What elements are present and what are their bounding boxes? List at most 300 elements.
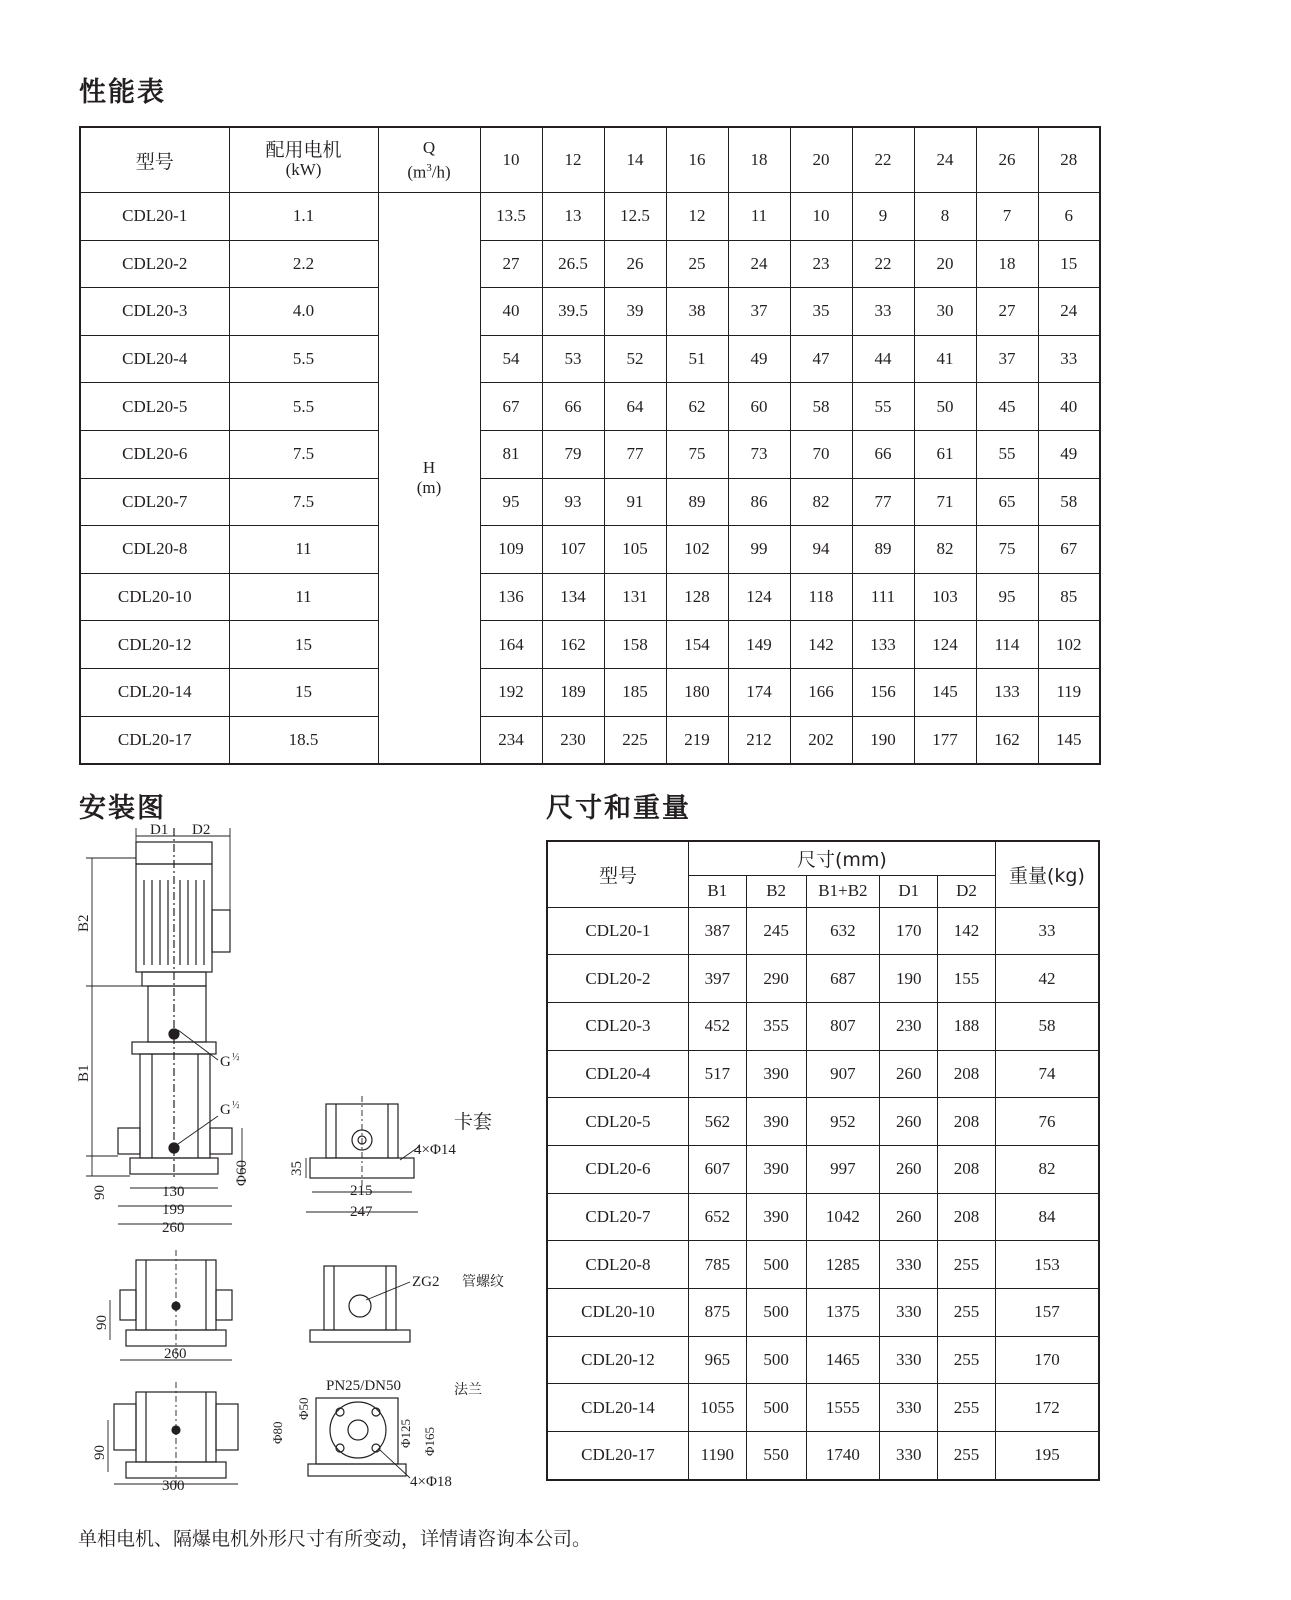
head-value-cell: 75 bbox=[976, 526, 1038, 574]
head-value-cell: 91 bbox=[604, 478, 666, 526]
dims-header-model: 型号 bbox=[547, 841, 688, 907]
head-value-cell: 33 bbox=[852, 288, 914, 336]
dimensions-table bbox=[546, 840, 1100, 1481]
head-value-cell: 234 bbox=[480, 716, 542, 764]
dims-title: 尺寸和重量 bbox=[546, 793, 691, 824]
svg-text:½: ½ bbox=[232, 1100, 240, 1111]
head-value-cell: 133 bbox=[852, 621, 914, 669]
head-value-cell: 12 bbox=[666, 193, 728, 241]
table-row bbox=[80, 668, 1100, 716]
model-cell: CDL20-8 bbox=[80, 526, 229, 574]
svg-text:90: 90 bbox=[94, 1315, 110, 1330]
label-w199: 199 bbox=[162, 1202, 185, 1218]
dimension-cell: 1465 bbox=[806, 1336, 880, 1384]
dimension-cell: 255 bbox=[938, 1289, 996, 1337]
dimension-cell: 390 bbox=[746, 1193, 806, 1241]
dims-header-weight: 重量(kg) bbox=[995, 841, 1099, 907]
head-value-cell: 185 bbox=[604, 668, 666, 716]
head-value-cell: 26 bbox=[604, 240, 666, 288]
dimension-cell: 208 bbox=[938, 1145, 996, 1193]
head-value-cell: 18 bbox=[976, 240, 1038, 288]
head-value-cell: 24 bbox=[1038, 288, 1100, 336]
motor-kw-cell: 18.5 bbox=[229, 716, 378, 764]
dimension-cell: 255 bbox=[938, 1241, 996, 1289]
model-cell: CDL20-12 bbox=[547, 1336, 688, 1384]
head-value-cell: 119 bbox=[1038, 668, 1100, 716]
dimension-cell: 188 bbox=[938, 1002, 996, 1050]
head-value-cell: 49 bbox=[728, 335, 790, 383]
svg-text:4×Φ18: 4×Φ18 bbox=[410, 1474, 452, 1490]
pump-front-view bbox=[118, 828, 232, 1180]
head-value-cell: 225 bbox=[604, 716, 666, 764]
head-value-cell: 70 bbox=[790, 430, 852, 478]
dims-header-col: B1+B2 bbox=[806, 875, 880, 907]
table-row bbox=[547, 1193, 1099, 1241]
table-row bbox=[80, 193, 1100, 241]
dimension-cell: 785 bbox=[688, 1241, 746, 1289]
svg-text:Φ50: Φ50 bbox=[296, 1397, 311, 1420]
dimension-cell: 208 bbox=[938, 1098, 996, 1146]
head-value-cell: 162 bbox=[976, 716, 1038, 764]
table-row bbox=[547, 1002, 1099, 1050]
head-value-cell: 189 bbox=[542, 668, 604, 716]
pipe-thread-front-view bbox=[110, 1250, 232, 1360]
svg-text:260: 260 bbox=[164, 1346, 187, 1362]
head-value-cell: 85 bbox=[1038, 573, 1100, 621]
table-row bbox=[80, 621, 1100, 669]
head-value-cell: 62 bbox=[666, 383, 728, 431]
weight-cell: 84 bbox=[995, 1193, 1099, 1241]
table-row bbox=[80, 716, 1100, 764]
model-cell: CDL20-7 bbox=[547, 1193, 688, 1241]
weight-cell: 33 bbox=[995, 907, 1099, 955]
dims-header-col: D1 bbox=[880, 875, 938, 907]
dimension-cell: 330 bbox=[880, 1336, 938, 1384]
dimension-cell: 550 bbox=[746, 1432, 806, 1480]
dimension-cell: 452 bbox=[688, 1002, 746, 1050]
dims-header-col: D2 bbox=[938, 875, 996, 907]
perf-header-flow: 22 bbox=[852, 127, 914, 193]
head-value-cell: 177 bbox=[914, 716, 976, 764]
svg-text:½: ½ bbox=[232, 1052, 240, 1063]
head-value-cell: 41 bbox=[914, 335, 976, 383]
head-value-cell: 154 bbox=[666, 621, 728, 669]
dimension-cell: 330 bbox=[880, 1432, 938, 1480]
head-value-cell: 219 bbox=[666, 716, 728, 764]
model-cell: CDL20-17 bbox=[547, 1432, 688, 1480]
table-row bbox=[547, 907, 1099, 955]
head-value-cell: 133 bbox=[976, 668, 1038, 716]
head-value-cell: 30 bbox=[914, 288, 976, 336]
head-value-cell: 134 bbox=[542, 573, 604, 621]
head-value-cell: 13.5 bbox=[480, 193, 542, 241]
dimension-cell: 500 bbox=[746, 1336, 806, 1384]
dimension-cell: 255 bbox=[938, 1432, 996, 1480]
head-value-cell: 103 bbox=[914, 573, 976, 621]
table-row bbox=[80, 478, 1100, 526]
model-cell: CDL20-12 bbox=[80, 621, 229, 669]
model-cell: CDL20-2 bbox=[547, 955, 688, 1003]
model-cell: CDL20-4 bbox=[547, 1050, 688, 1098]
head-value-cell: 11 bbox=[728, 193, 790, 241]
table-row bbox=[80, 240, 1100, 288]
weight-cell: 76 bbox=[995, 1098, 1099, 1146]
model-cell: CDL20-10 bbox=[80, 573, 229, 621]
model-cell: CDL20-7 bbox=[80, 478, 229, 526]
dimension-cell: 1190 bbox=[688, 1432, 746, 1480]
svg-text:Φ80: Φ80 bbox=[270, 1421, 285, 1444]
motor-kw-cell: 4.0 bbox=[229, 288, 378, 336]
head-value-cell: 20 bbox=[914, 240, 976, 288]
head-value-cell: 107 bbox=[542, 526, 604, 574]
head-value-cell: 67 bbox=[480, 383, 542, 431]
weight-cell: 82 bbox=[995, 1145, 1099, 1193]
dimension-lines bbox=[86, 828, 242, 1224]
svg-text:Φ165: Φ165 bbox=[422, 1426, 437, 1456]
perf-header-flow: 20 bbox=[790, 127, 852, 193]
model-cell: CDL20-1 bbox=[547, 907, 688, 955]
performance-table bbox=[79, 126, 1101, 765]
head-value-cell: 64 bbox=[604, 383, 666, 431]
model-cell: CDL20-10 bbox=[547, 1289, 688, 1337]
dimension-cell: 952 bbox=[806, 1098, 880, 1146]
dimension-cell: 562 bbox=[688, 1098, 746, 1146]
table-row bbox=[80, 383, 1100, 431]
head-value-cell: 124 bbox=[914, 621, 976, 669]
svg-text:管螺纹: 管螺纹 bbox=[462, 1275, 504, 1290]
head-value-cell: 6 bbox=[1038, 193, 1100, 241]
head-value-cell: 99 bbox=[728, 526, 790, 574]
dimension-cell: 607 bbox=[688, 1145, 746, 1193]
label-b2: B2 bbox=[76, 914, 92, 932]
table-row bbox=[80, 526, 1100, 574]
head-value-cell: 55 bbox=[852, 383, 914, 431]
head-value-cell: 149 bbox=[728, 621, 790, 669]
head-value-cell: 15 bbox=[1038, 240, 1100, 288]
head-value-cell: 145 bbox=[914, 668, 976, 716]
head-value-cell: 53 bbox=[542, 335, 604, 383]
head-value-cell: 71 bbox=[914, 478, 976, 526]
perf-header-q: Q $(m^3/h)$ bbox=[378, 127, 480, 193]
model-cell: CDL20-14 bbox=[80, 668, 229, 716]
head-value-cell: 190 bbox=[852, 716, 914, 764]
dimension-cell: 875 bbox=[688, 1289, 746, 1337]
head-value-cell: 39 bbox=[604, 288, 666, 336]
head-value-cell: 79 bbox=[542, 430, 604, 478]
head-value-cell: 192 bbox=[480, 668, 542, 716]
dims-header-row-1 bbox=[547, 841, 1099, 875]
perf-header-flow: 10 bbox=[480, 127, 542, 193]
head-value-cell: 40 bbox=[480, 288, 542, 336]
head-value-cell: 102 bbox=[666, 526, 728, 574]
head-value-cell: 158 bbox=[604, 621, 666, 669]
svg-text:90: 90 bbox=[92, 1445, 108, 1460]
head-value-cell: 202 bbox=[790, 716, 852, 764]
model-cell: CDL20-3 bbox=[547, 1002, 688, 1050]
dimension-cell: 517 bbox=[688, 1050, 746, 1098]
weight-cell: 153 bbox=[995, 1241, 1099, 1289]
dimension-cell: 1740 bbox=[806, 1432, 880, 1480]
perf-header-motor: 配用电机 (kW) bbox=[229, 127, 378, 193]
head-value-cell: 114 bbox=[976, 621, 1038, 669]
head-value-cell: 47 bbox=[790, 335, 852, 383]
head-value-cell: 58 bbox=[1038, 478, 1100, 526]
perf-header-flow: 24 bbox=[914, 127, 976, 193]
head-value-cell: 27 bbox=[480, 240, 542, 288]
head-value-cell: 174 bbox=[728, 668, 790, 716]
head-value-cell: 73 bbox=[728, 430, 790, 478]
dimension-cell: 245 bbox=[746, 907, 806, 955]
head-value-cell: 230 bbox=[542, 716, 604, 764]
svg-text:215: 215 bbox=[350, 1183, 373, 1199]
weight-cell: 74 bbox=[995, 1050, 1099, 1098]
head-value-cell: 94 bbox=[790, 526, 852, 574]
label-d1: D1 bbox=[150, 822, 169, 838]
head-value-cell: 136 bbox=[480, 573, 542, 621]
perf-header-flow: 26 bbox=[976, 127, 1038, 193]
perf-title: 性能表 bbox=[79, 77, 166, 108]
motor-kw-cell: 11 bbox=[229, 526, 378, 574]
head-value-cell: 95 bbox=[480, 478, 542, 526]
weight-cell: 157 bbox=[995, 1289, 1099, 1337]
label-g-bottom: G bbox=[220, 1102, 231, 1118]
head-value-cell: 61 bbox=[914, 430, 976, 478]
head-value-cell: 7 bbox=[976, 193, 1038, 241]
dimension-cell: 390 bbox=[746, 1098, 806, 1146]
head-value-cell: 164 bbox=[480, 621, 542, 669]
dimension-cell: 965 bbox=[688, 1336, 746, 1384]
head-value-cell: 67 bbox=[1038, 526, 1100, 574]
motor-kw-cell: 5.5 bbox=[229, 335, 378, 383]
head-value-cell: 33 bbox=[1038, 335, 1100, 383]
table-row bbox=[547, 1289, 1099, 1337]
dimension-cell: 500 bbox=[746, 1289, 806, 1337]
dimension-cell: 1555 bbox=[806, 1384, 880, 1432]
head-value-cell: 37 bbox=[728, 288, 790, 336]
label-b1: B1 bbox=[76, 1064, 92, 1082]
model-cell: CDL20-8 bbox=[547, 1241, 688, 1289]
head-value-cell: 111 bbox=[852, 573, 914, 621]
head-value-cell: 77 bbox=[604, 430, 666, 478]
perf-header-flow: 14 bbox=[604, 127, 666, 193]
label-d2: D2 bbox=[192, 822, 211, 838]
svg-text:卡套: 卡套 bbox=[454, 1111, 493, 1133]
head-value-cell: 60 bbox=[728, 383, 790, 431]
table-row bbox=[547, 1384, 1099, 1432]
dimension-cell: 397 bbox=[688, 955, 746, 1003]
dimension-cell: 255 bbox=[938, 1336, 996, 1384]
dimension-cell: 170 bbox=[880, 907, 938, 955]
head-value-cell: 81 bbox=[480, 430, 542, 478]
head-label-cell: H (m) bbox=[378, 193, 480, 765]
head-value-cell: 89 bbox=[666, 478, 728, 526]
head-value-cell: 102 bbox=[1038, 621, 1100, 669]
weight-cell: 170 bbox=[995, 1336, 1099, 1384]
head-value-cell: 49 bbox=[1038, 430, 1100, 478]
motor-kw-cell: 15 bbox=[229, 621, 378, 669]
label-phi60: Φ60 bbox=[234, 1160, 250, 1186]
perf-header-flow: 12 bbox=[542, 127, 604, 193]
dimension-cell: 290 bbox=[746, 955, 806, 1003]
table-row bbox=[547, 1241, 1099, 1289]
dimension-cell: 390 bbox=[746, 1145, 806, 1193]
pipe-thread-labels bbox=[94, 1273, 504, 1362]
motor-kw-cell: 1.1 bbox=[229, 193, 378, 241]
head-value-cell: 10 bbox=[790, 193, 852, 241]
head-value-cell: 89 bbox=[852, 526, 914, 574]
head-value-cell: 128 bbox=[666, 573, 728, 621]
flange-labels bbox=[92, 1378, 482, 1494]
head-value-cell: 55 bbox=[976, 430, 1038, 478]
head-value-cell: 40 bbox=[1038, 383, 1100, 431]
svg-text:法兰: 法兰 bbox=[454, 1383, 482, 1398]
dimension-cell: 390 bbox=[746, 1050, 806, 1098]
motor-kw-cell: 11 bbox=[229, 573, 378, 621]
model-cell: CDL20-14 bbox=[547, 1384, 688, 1432]
dimension-cell: 687 bbox=[806, 955, 880, 1003]
head-value-cell: 54 bbox=[480, 335, 542, 383]
perf-header-model: 型号 bbox=[80, 127, 229, 193]
head-value-cell: 24 bbox=[728, 240, 790, 288]
svg-text:247: 247 bbox=[350, 1204, 373, 1220]
flange-front-view bbox=[108, 1382, 238, 1488]
table-row bbox=[547, 1098, 1099, 1146]
head-value-cell: 39.5 bbox=[542, 288, 604, 336]
head-value-cell: 77 bbox=[852, 478, 914, 526]
head-value-cell: 22 bbox=[852, 240, 914, 288]
dims-header-size: 尺寸(mm) bbox=[688, 841, 995, 875]
weight-cell: 172 bbox=[995, 1384, 1099, 1432]
dimension-cell: 1042 bbox=[806, 1193, 880, 1241]
dimension-cell: 260 bbox=[880, 1098, 938, 1146]
weight-cell: 58 bbox=[995, 1002, 1099, 1050]
model-cell: CDL20-4 bbox=[80, 335, 229, 383]
head-value-cell: 12.5 bbox=[604, 193, 666, 241]
model-cell: CDL20-1 bbox=[80, 193, 229, 241]
head-value-cell: 65 bbox=[976, 478, 1038, 526]
table-row bbox=[547, 1432, 1099, 1480]
head-value-cell: 66 bbox=[542, 383, 604, 431]
head-value-cell: 25 bbox=[666, 240, 728, 288]
dimension-cell: 260 bbox=[880, 1145, 938, 1193]
installation-drawing bbox=[70, 820, 530, 1500]
head-value-cell: 58 bbox=[790, 383, 852, 431]
table-row bbox=[80, 288, 1100, 336]
head-value-cell: 82 bbox=[790, 478, 852, 526]
svg-text:PN25/DN50: PN25/DN50 bbox=[326, 1378, 402, 1394]
svg-text:4×Φ14: 4×Φ14 bbox=[414, 1142, 456, 1158]
label-w260: 260 bbox=[162, 1220, 185, 1236]
head-value-cell: 45 bbox=[976, 383, 1038, 431]
model-cell: CDL20-3 bbox=[80, 288, 229, 336]
head-value-cell: 8 bbox=[914, 193, 976, 241]
pipe-thread-plan-view bbox=[310, 1266, 410, 1342]
model-cell: CDL20-6 bbox=[80, 430, 229, 478]
head-value-cell: 166 bbox=[790, 668, 852, 716]
dimension-cell: 155 bbox=[938, 955, 996, 1003]
head-value-cell: 95 bbox=[976, 573, 1038, 621]
motor-kw-cell: 7.5 bbox=[229, 430, 378, 478]
dimension-cell: 387 bbox=[688, 907, 746, 955]
dimension-cell: 907 bbox=[806, 1050, 880, 1098]
head-value-cell: 162 bbox=[542, 621, 604, 669]
label-g-top: G bbox=[220, 1054, 231, 1070]
head-value-cell: 109 bbox=[480, 526, 542, 574]
table-row bbox=[547, 955, 1099, 1003]
perf-header-flow: 28 bbox=[1038, 127, 1100, 193]
head-value-cell: 50 bbox=[914, 383, 976, 431]
dims-header-col: B2 bbox=[746, 875, 806, 907]
dimension-cell: 230 bbox=[880, 1002, 938, 1050]
dims-header-col: B1 bbox=[688, 875, 746, 907]
head-value-cell: 180 bbox=[666, 668, 728, 716]
head-value-cell: 52 bbox=[604, 335, 666, 383]
head-value-cell: 44 bbox=[852, 335, 914, 383]
motor-kw-cell: 7.5 bbox=[229, 478, 378, 526]
model-cell: CDL20-5 bbox=[547, 1098, 688, 1146]
head-value-cell: 37 bbox=[976, 335, 1038, 383]
table-row bbox=[547, 1145, 1099, 1193]
table-row bbox=[547, 1336, 1099, 1384]
label-w130: 130 bbox=[162, 1184, 185, 1200]
head-value-cell: 13 bbox=[542, 193, 604, 241]
dimension-cell: 997 bbox=[806, 1145, 880, 1193]
perf-header-flow: 16 bbox=[666, 127, 728, 193]
perf-header-flow: 18 bbox=[728, 127, 790, 193]
dimension-cell: 1055 bbox=[688, 1384, 746, 1432]
model-cell: CDL20-5 bbox=[80, 383, 229, 431]
footnote: 单相电机、隔爆电机外形尺寸有所变动，详情请咨询本公司。 bbox=[78, 1528, 592, 1550]
head-value-cell: 105 bbox=[604, 526, 666, 574]
head-value-cell: 35 bbox=[790, 288, 852, 336]
dimension-cell: 330 bbox=[880, 1241, 938, 1289]
head-value-cell: 23 bbox=[790, 240, 852, 288]
model-cell: CDL20-17 bbox=[80, 716, 229, 764]
weight-cell: 42 bbox=[995, 955, 1099, 1003]
head-value-cell: 212 bbox=[728, 716, 790, 764]
table-row bbox=[80, 335, 1100, 383]
dimension-cell: 190 bbox=[880, 955, 938, 1003]
dimension-cell: 142 bbox=[938, 907, 996, 955]
dimension-cell: 355 bbox=[746, 1002, 806, 1050]
head-value-cell: 38 bbox=[666, 288, 728, 336]
table-row bbox=[80, 573, 1100, 621]
model-cell: CDL20-6 bbox=[547, 1145, 688, 1193]
head-value-cell: 66 bbox=[852, 430, 914, 478]
dimension-cell: 330 bbox=[880, 1384, 938, 1432]
dimension-cell: 652 bbox=[688, 1193, 746, 1241]
svg-text:ZG2: ZG2 bbox=[412, 1274, 440, 1290]
head-value-cell: 142 bbox=[790, 621, 852, 669]
dimension-cell: 807 bbox=[806, 1002, 880, 1050]
head-value-cell: 93 bbox=[542, 478, 604, 526]
head-value-cell: 124 bbox=[728, 573, 790, 621]
model-cell: CDL20-2 bbox=[80, 240, 229, 288]
dimension-cell: 500 bbox=[746, 1241, 806, 1289]
install-title: 安装图 bbox=[79, 793, 166, 824]
dimension-cell: 500 bbox=[746, 1384, 806, 1432]
head-value-cell: 118 bbox=[790, 573, 852, 621]
dimension-cell: 1375 bbox=[806, 1289, 880, 1337]
motor-kw-cell: 15 bbox=[229, 668, 378, 716]
flange-plan-view bbox=[308, 1398, 410, 1478]
head-value-cell: 131 bbox=[604, 573, 666, 621]
table-row bbox=[80, 430, 1100, 478]
head-value-cell: 145 bbox=[1038, 716, 1100, 764]
head-value-cell: 51 bbox=[666, 335, 728, 383]
dimension-cell: 1285 bbox=[806, 1241, 880, 1289]
head-value-cell: 27 bbox=[976, 288, 1038, 336]
